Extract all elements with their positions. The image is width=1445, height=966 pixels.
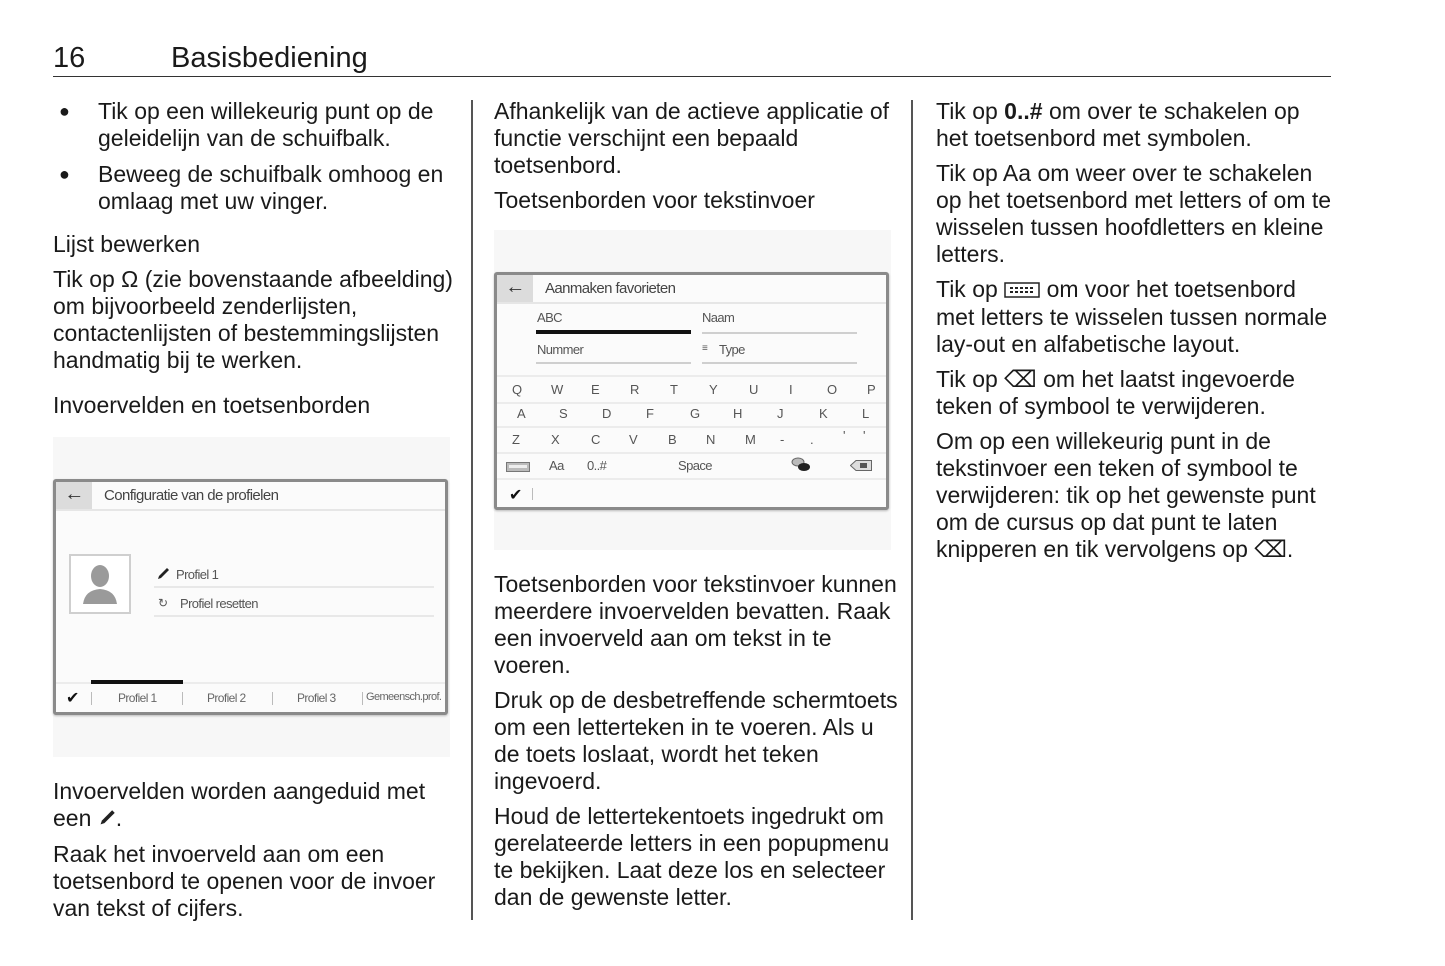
- bullet-list: [53, 98, 453, 215]
- key[interactable]: E: [591, 382, 600, 397]
- column-divider: [911, 100, 913, 920]
- pencil-icon: [156, 567, 170, 584]
- field-underline: [702, 362, 857, 364]
- tab-profile-1[interactable]: Profiel 1: [118, 691, 157, 705]
- key[interactable]: O: [827, 382, 837, 397]
- paragraph: Tik op Aa om weer over te schakelen op het toetsenbord met letters of om te wisselen tussen hoofdletters en kleine letters.: [936, 160, 1332, 267]
- key[interactable]: I: [789, 382, 793, 397]
- key[interactable]: N: [706, 432, 715, 447]
- key[interactable]: -: [780, 432, 784, 447]
- key[interactable]: H: [733, 406, 742, 421]
- confirm-check-icon[interactable]: ✔: [509, 487, 522, 504]
- backspace-icon[interactable]: [850, 459, 872, 474]
- page-title: Basisbediening: [171, 42, 368, 74]
- bullet-item: ● Beweeg de schuifbalk omhoog en omlaag met uw vinger.: [53, 161, 453, 215]
- key[interactable]: A: [517, 406, 526, 421]
- key[interactable]: .: [810, 432, 814, 447]
- column-1: [53, 98, 453, 427]
- field-underline: [702, 332, 857, 334]
- column-divider: [471, 100, 473, 920]
- input-field-type[interactable]: Type: [719, 342, 745, 357]
- paragraph: Tik op om voor het toetsenbord met letters te wisselen tussen normale lay-out en alfabetische layout.: [936, 276, 1328, 358]
- key[interactable]: F: [646, 406, 654, 421]
- confirm-check-icon[interactable]: ✔: [66, 690, 79, 707]
- profile-tab-bar: [56, 682, 445, 712]
- bullet-item: ● Tik op een willekeurig punt op de geleidelijn van de schuifbalk.: [53, 98, 453, 152]
- key[interactable]: M: [745, 432, 756, 447]
- keyboard-row-3: [497, 427, 886, 454]
- text-cursor: [532, 488, 533, 500]
- pencil-icon: [98, 806, 116, 833]
- tab-shared-profile[interactable]: Gemeensch.prof.: [366, 691, 442, 703]
- list-item-profile-name[interactable]: Profiel 1: [154, 560, 434, 588]
- case-toggle-key[interactable]: Aa: [549, 458, 564, 473]
- key[interactable]: T: [670, 382, 678, 397]
- symbols-key-label: 0..#: [1004, 98, 1043, 124]
- keyboard-function-row: [497, 453, 886, 480]
- title-bar: [497, 275, 886, 304]
- key[interactable]: ': [863, 428, 865, 443]
- key[interactable]: U: [749, 382, 758, 397]
- keyboard-screen: [494, 272, 889, 510]
- key[interactable]: Y: [709, 382, 718, 397]
- list-item-reset-profile[interactable]: ↻ Profiel resetten: [154, 589, 434, 617]
- paragraph: Houd de lettertekentoets ingedrukt om gerelateerde letters in een popupmenu te bekijken. Laat deze los en selecteer dan de gewenste letter.: [494, 803, 890, 910]
- paragraph: Tik op 0..# om over te schakelen op het toetsenbord met symbolen.: [936, 98, 1300, 151]
- paragraph: Raak het invoerveld aan om een toetsenbord te openen voor de invoer van tekst of cijfers.: [53, 841, 436, 922]
- key[interactable]: Z: [512, 432, 520, 447]
- key[interactable]: R: [630, 382, 639, 397]
- tab-profile-2[interactable]: Profiel 2: [207, 691, 246, 705]
- avatar[interactable]: [69, 554, 131, 614]
- section-heading: Lijst bewerken: [53, 231, 201, 257]
- back-arrow-icon[interactable]: ←: [497, 275, 533, 302]
- column-2: [494, 98, 899, 222]
- tab-profile-3[interactable]: Profiel 3: [297, 691, 336, 705]
- dropdown-icon: ≡: [702, 343, 708, 354]
- keyboard-layout-icon: [1004, 277, 1040, 304]
- input-field-abc[interactable]: ABC: [537, 310, 562, 325]
- key[interactable]: G: [690, 406, 700, 421]
- paragraph: Afhankelijk van de actieve applicatie of functie verschijnt een bepaald toetsenbord.: [494, 98, 890, 178]
- column-3: [936, 98, 1336, 571]
- paragraph: Tik op Ω (zie bovenstaande afbeelding) om bijvoorbeeld zenderlijsten, contactenlijsten of bestemmingslijsten handmatig bij te werken.: [53, 266, 453, 373]
- input-field-name[interactable]: Naam: [702, 310, 735, 325]
- key[interactable]: W: [551, 382, 563, 397]
- backspace-icon: ⌫: [1004, 366, 1037, 393]
- key[interactable]: B: [668, 432, 677, 447]
- key[interactable]: X: [551, 432, 560, 447]
- key[interactable]: S: [559, 406, 568, 421]
- section-heading: Toetsenborden voor tekstinvoer: [494, 187, 815, 213]
- paragraph: Invoervelden worden aangeduid met een .: [53, 778, 453, 833]
- keyboard-row-2: [497, 401, 886, 428]
- tab-separator: [272, 692, 273, 705]
- page-header: [53, 40, 1331, 77]
- key[interactable]: J: [777, 406, 783, 421]
- key[interactable]: D: [602, 406, 611, 421]
- key[interactable]: Q: [512, 382, 522, 397]
- page-number: 16: [53, 42, 86, 74]
- key[interactable]: ': [843, 428, 845, 443]
- key[interactable]: P: [867, 382, 876, 397]
- headphone-arc-icon: Ω: [121, 266, 139, 292]
- paragraph: Om op een willekeurig punt in de tekstinvoer een teken of symbool te verwijderen: tik op het gewenste punt om de cursus op dat punt te laten knipperen en tik vervolgens op ⌫.: [936, 428, 1316, 563]
- speech-icon[interactable]: [791, 457, 811, 476]
- back-arrow-icon[interactable]: ←: [56, 482, 92, 509]
- paragraph: Toetsenborden voor tekstinvoer kunnen meerdere invoervelden bevatten. Raak een invoerveld aan om tekst in te voeren.: [494, 571, 897, 678]
- section-heading: Invoervelden en toetsenborden: [53, 392, 371, 418]
- column-1-lower: [53, 778, 453, 930]
- key[interactable]: C: [591, 432, 600, 447]
- profile-config-screen: [53, 479, 448, 715]
- field-underline: [536, 362, 691, 364]
- screen-title: Configuratie van de profielen: [104, 487, 279, 504]
- input-field-number[interactable]: Nummer: [537, 342, 584, 357]
- person-silhouette-icon: [71, 556, 129, 612]
- active-tab-indicator: [91, 680, 183, 684]
- keyboard-row-1: [497, 375, 886, 404]
- paragraph: Tik op ⌫ om het laatst ingevoerde teken of symbool te verwijderen.: [936, 366, 1295, 420]
- case-key-label: Aa: [1002, 160, 1032, 186]
- backspace-icon: ⌫: [1254, 536, 1287, 563]
- keyboard-layout-icon[interactable]: [506, 460, 530, 475]
- tab-separator: [362, 692, 363, 705]
- tab-separator: [91, 692, 92, 705]
- tab-separator: [182, 692, 183, 705]
- active-field-underline: [536, 330, 691, 334]
- screen-title: Aanmaken favorieten: [545, 280, 676, 297]
- key[interactable]: L: [862, 406, 869, 421]
- symbols-key[interactable]: 0..#: [587, 458, 607, 473]
- column-2-lower: [494, 571, 899, 919]
- key[interactable]: V: [629, 432, 638, 447]
- key[interactable]: K: [819, 406, 828, 421]
- space-key[interactable]: Space: [678, 458, 712, 473]
- paragraph: Druk op de desbetreffende schermtoets om een letterteken in te voeren. Als u de toets loslaat, wordt het teken ingevoerd.: [494, 687, 898, 794]
- title-bar: [56, 482, 445, 511]
- reset-icon: ↻: [158, 596, 168, 610]
